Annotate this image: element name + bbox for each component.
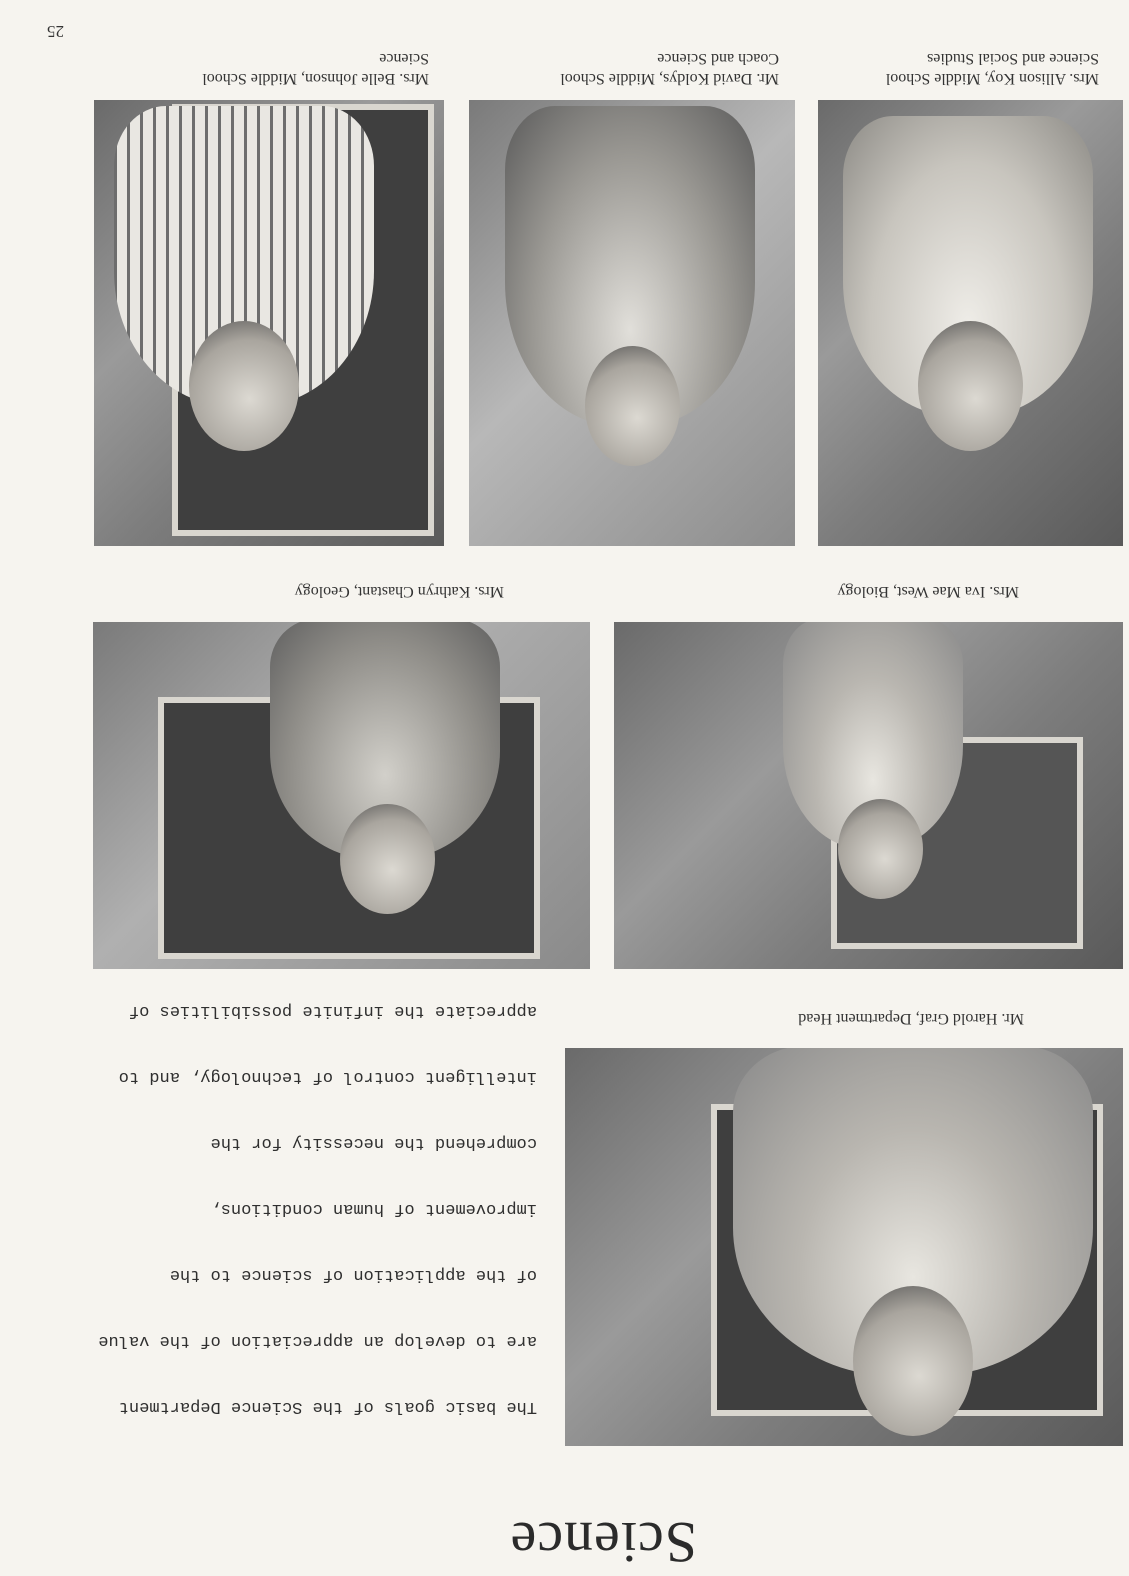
caption-chastant: Mrs. Kathryn Chastant, Geology	[294, 583, 504, 600]
caption-koldys-line1: Mr. David Koldys, Middle School	[560, 70, 779, 87]
caption-johnson-line2: Science	[379, 50, 429, 67]
goals-line: appreciate the infinite possibilities of	[128, 1001, 537, 1020]
caption-johnson-line1: Mrs. Belle Johnson, Middle School	[202, 70, 429, 87]
goals-line: are to develop an appreciation of the value	[98, 1331, 537, 1350]
goals-line: improvement of human conditions,	[210, 1199, 537, 1218]
caption-west: Mrs. Iva Mae West, Biology	[837, 583, 1019, 600]
caption-koy-line1: Mrs. Allison Koy, Middle School	[885, 70, 1099, 87]
goals-line: The basic goals of the Science Department	[118, 1397, 537, 1416]
photo-kathryn-chastant	[93, 622, 590, 969]
photo-david-koldys	[469, 100, 795, 546]
section-title: Science	[509, 1510, 697, 1575]
caption-koy	[886, 48, 1099, 88]
caption-koy-line2: Science and Social Studies	[927, 50, 1099, 67]
caption-koldys-line2: Coach and Science	[657, 50, 779, 67]
caption-graf: Mr. Harold Graf, Department Head	[798, 1010, 1024, 1027]
photo-allison-koy	[818, 100, 1123, 546]
photo-harold-graf	[565, 1048, 1123, 1446]
photo-belle-johnson	[94, 100, 444, 546]
caption-koldys	[560, 48, 779, 88]
goals-line: of the application of science to the	[169, 1265, 537, 1284]
goals-line: comprehend the necessity for the	[210, 1133, 537, 1152]
photo-iva-mae-west	[614, 622, 1123, 969]
page-number: 25	[47, 22, 64, 41]
caption-johnson	[202, 48, 429, 88]
goals-line: intelligent control of technology, and to	[118, 1067, 537, 1086]
